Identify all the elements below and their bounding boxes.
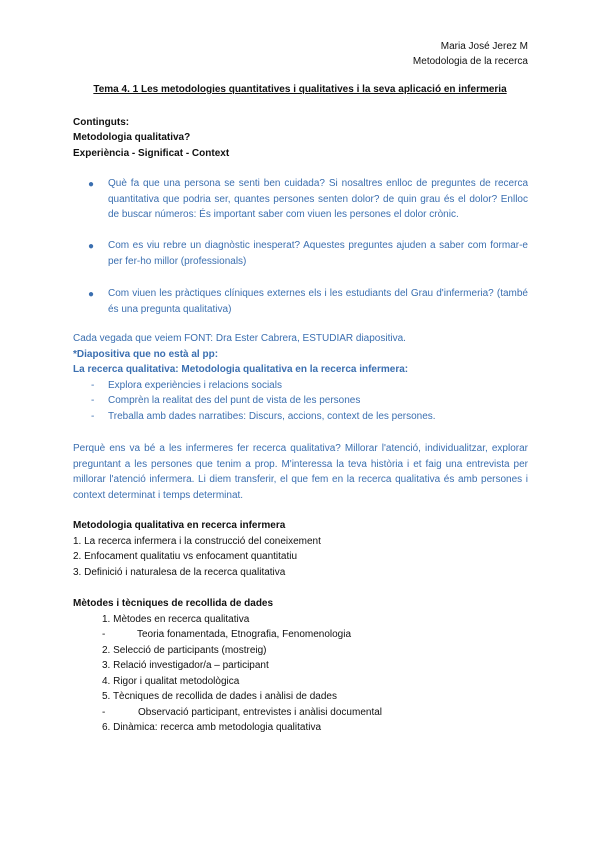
section-1-item: 2. Enfocament qualitatiu vs enfocament quantitatiu — [73, 551, 298, 562]
dash-marker: - — [91, 395, 95, 406]
section-2-item: 1. Mètodes en recerca qualitativa — [102, 614, 250, 625]
contents-label: Continguts: — [73, 117, 130, 128]
section-2-item: 4. Rigor i qualitat metodològica — [102, 676, 240, 687]
dash-item-3: Treballa amb dades narratibes: Discurs, accions, context de les persones. — [108, 411, 436, 422]
contents-line-2: Experiència - Significat - Context — [73, 148, 230, 159]
dash-item-2: Comprèn la realitat des del punt de vista de les persones — [108, 395, 361, 406]
section-2-subitem: Teoria fonamentada, Etnografia, Fenomenologia — [137, 629, 352, 640]
dash-marker: - — [102, 629, 106, 640]
section-1-item: 1. La recerca infermera i la construcció del coneixement — [73, 536, 321, 547]
section-1-item: 3. Definició i naturalesa de la recerca qualitativa — [73, 567, 286, 578]
section-2-item: 5. Tècniques de recollida de dades i anàlisi de dades — [102, 691, 337, 702]
section-2-title: Mètodes i tècniques de recollida de dades — [73, 598, 274, 609]
section-2-subitem: Observació participant, entrevistes i anàlisi documental — [138, 707, 383, 718]
contents-line-1: Metodologia qualitativa? — [73, 132, 191, 143]
header-subject: Metodologia de la recerca — [412, 56, 528, 67]
note-line-3: La recerca qualitativa: Metodologia qualitativa en la recerca infermera: — [73, 364, 409, 375]
section-2-item: 3. Relació investigador/a – participant — [102, 660, 269, 671]
section-1-title: Metodologia qualitativa en recerca infermera — [73, 520, 286, 531]
document-title: Tema 4. 1 Les metodologies quantitatives i qualitatives i la seva aplicació en infermeria — [93, 84, 507, 95]
dash-item-1: Explora experiències i relacions socials — [108, 380, 282, 391]
dash-marker: - — [91, 411, 95, 422]
bullet-icon: ● — [88, 179, 95, 190]
bullet-item-1: Què fa que una persona se senti ben cuidada? Si nosaltres enlloc de preguntes de recerca quantitativa que podria ser, quantes persones senten dolor? de quin grau és el dolor? Enlloc de buscar números: És important saber com viuen les persones el dolor crònic. — [108, 178, 528, 221]
bullet-item-2: Com es viu rebre un diagnòstic inesperat? Aquestes preguntes ajuden a saber com formar-e per fer-ho millor (professionals) — [108, 240, 528, 267]
header-author: Maria José Jerez M — [440, 41, 528, 52]
section-2-item: 2. Selecció de participants (mostreig) — [102, 645, 267, 656]
dash-marker: - — [91, 380, 95, 391]
bullet-item-3: Com viuen les pràctiques clíniques externes els i les estudiants del Grau d'infermeria? (també és una pregunta qualitativa) — [108, 288, 528, 315]
body-paragraph: Perquè ens va bé a les infermeres fer recerca qualitativa? Millorar l'atenció, individualitzar, explorar preguntant a les persones que tenim a prop. M'interessa la teva història i et faig una entrevista per millorar l'atenció infermera. Li diem transferir, el que fem en la recerca qualitativa és amb persones i context determinat i temps determinat. — [73, 443, 528, 501]
bullet-icon: ● — [88, 289, 95, 300]
note-line-1: Cada vegada que veiem FONT: Dra Ester Cabrera, ESTUDIAR diapositiva. — [73, 333, 406, 344]
bullet-icon: ● — [88, 241, 95, 252]
note-line-2: *Diapositiva que no està al pp: — [73, 349, 219, 360]
dash-marker: - — [102, 707, 106, 718]
section-2-item: 6. Dinàmica: recerca amb metodologia qualitativa — [102, 722, 321, 733]
